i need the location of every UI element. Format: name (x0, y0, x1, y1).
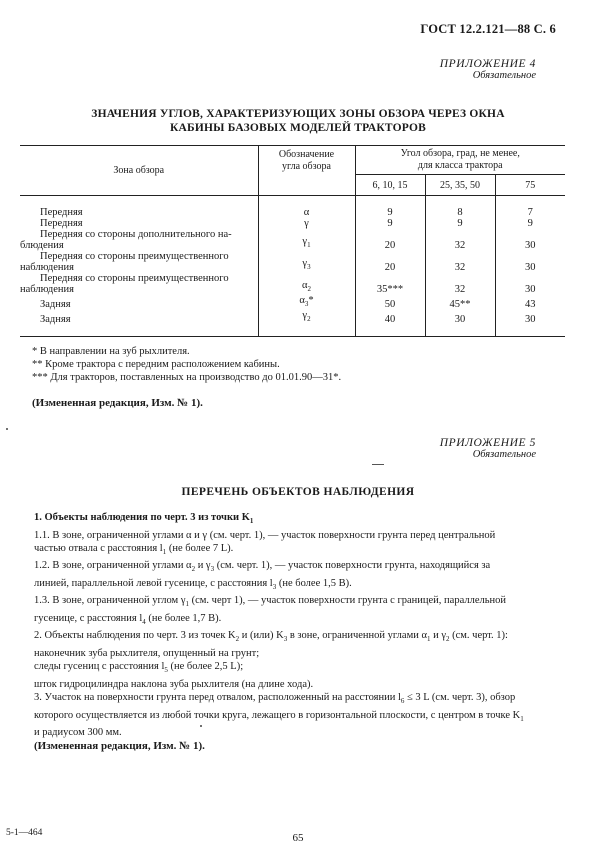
symbol-cell (258, 251, 355, 273)
header-symbol-line-2: угла обзора (282, 161, 331, 172)
p13-text-b: (см. черт 1), — участок поверхности грунта с границей, параллельной (188, 595, 506, 607)
value-cell: 32 (425, 273, 495, 295)
symbol-text: α (303, 207, 310, 218)
table-row (20, 310, 565, 325)
table-row (20, 207, 565, 218)
speck-dot (200, 725, 202, 727)
annex-5-status: Обязательное (472, 449, 536, 460)
symbol-text: γ (304, 218, 309, 229)
symbol-cell (258, 310, 355, 325)
symbol-cell (258, 229, 355, 251)
p13-text-d: (не более 1,7 В). (145, 612, 222, 624)
symbol-cell (258, 273, 355, 295)
p2-sub-b: 3 (283, 635, 288, 644)
p11-text-b: частью отвала с расстояния l (34, 542, 163, 554)
p11-text-a: 1.1. В зоне, ограниченной углами α и γ (см. черт. 1), — участок поверхности грунта перед центральной (34, 529, 496, 541)
symbol-text: γ (302, 235, 308, 247)
zone-cell: Передняя (40, 218, 83, 229)
p12-sub-b: 3 (210, 565, 215, 574)
header-class-2: 25, 35, 50 (425, 175, 495, 196)
value-cell: 32 (425, 229, 495, 251)
zone-line-2: наблюдения (20, 262, 74, 273)
edit-note-1: (Измененная редакция, Изм. № 1). (32, 397, 203, 409)
value-cell: 9 (495, 218, 565, 229)
p12-sub-a: 2 (191, 565, 196, 574)
annex-4-title (40, 107, 556, 135)
print-code: 5-1—464 (6, 828, 43, 838)
p2-text-c: в зоне, ограниченной углами α (287, 630, 427, 642)
p3-sub-a: 6 (400, 697, 405, 706)
header-class-3: 75 (495, 175, 565, 196)
zone-line-1: Передняя со стороны преимущественного (40, 251, 229, 262)
value-cell: 20 (355, 251, 425, 273)
p3-text-a: 3. Участок на поверхности грунта перед отвалом, расположенный на расстоянии l (34, 692, 401, 704)
symbol-sub: 2 (307, 285, 311, 293)
page-number: 65 (292, 832, 304, 844)
zone-cell: Задняя (40, 314, 71, 326)
symbol-cell (258, 295, 355, 310)
annex-4-status: Обязательное (472, 70, 536, 81)
p13-text-c: гусенице, с расстояния l (34, 612, 143, 624)
note-3: *** Для тракторов, поставленных на производство до 01.01.90—31*. (32, 372, 342, 383)
value-cell: 20 (355, 229, 425, 251)
zone-line-1: Передняя со стороны преимущественного (40, 273, 229, 284)
value-cell: 30 (495, 310, 565, 325)
table-row (20, 273, 565, 295)
section-1-heading-sub: 1 (249, 517, 254, 526)
p13-sub-a: 1 (185, 600, 189, 609)
value-cell: 9 (355, 218, 425, 229)
zone-cell: Задняя (40, 299, 71, 311)
p12-text-c: (см. черт. 1), — участок поверхности грунта, находящийся за (214, 560, 491, 572)
p11-text-c: (не более 7 L). (166, 542, 234, 554)
annex-5-label: ПРИЛОЖЕНИЕ 5 (439, 437, 536, 449)
value-cell: 9 (425, 218, 495, 229)
paragraph-3 (34, 691, 564, 739)
header-zone: Зона обзора (20, 146, 258, 196)
zone-cell (20, 229, 258, 251)
header-symbol-line-1: Обозначение (278, 149, 335, 160)
p2-sub-d: 2 (446, 635, 450, 644)
note-2: ** Кроме трактора с передним расположением кабины. (32, 359, 280, 370)
symbol-text: α (299, 295, 305, 306)
p3-text-d: и радиусом 300 мм. (34, 727, 122, 739)
p2-l2-text-a: следы гусениц с расстояния l (34, 661, 165, 673)
annex-5-body (34, 511, 564, 753)
value-cell: 7 (495, 207, 565, 218)
paragraph-2-item-1: наконечник зуба рыхлителя, опущенный на грунт; (34, 647, 260, 659)
zone-line-2: блюдения (20, 240, 64, 251)
p13-text-a: 1.3. В зоне, ограниченной углом γ (34, 595, 186, 607)
speck-dash (372, 464, 384, 465)
annex-4-block (440, 58, 536, 81)
value-cell: 9 (355, 207, 425, 218)
annex-4-title-line-1: ЗНАЧЕНИЯ УГЛОВ, ХАРАКТЕРИЗУЮЩИХ ЗОНЫ ОБЗОРА ЧЕРЕЗ ОКНА (91, 108, 505, 120)
p2-text-e: (см. черт. 1): (449, 630, 508, 642)
symbol-text: γ (302, 310, 308, 322)
symbol-text: γ (302, 257, 308, 269)
paragraph-1-3 (34, 594, 564, 629)
value-cell: 40 (355, 310, 425, 325)
value-cell: 30 (425, 310, 495, 325)
value-cell: 30 (495, 229, 565, 251)
header-angle-line-2: для класса трактора (417, 160, 503, 171)
value-cell: 8 (425, 207, 495, 218)
symbol-sub: 3 (307, 263, 311, 271)
value-cell: 30 (495, 273, 565, 295)
symbol-cell (258, 218, 355, 229)
paragraph-2 (34, 629, 564, 647)
symbol-cell (258, 207, 355, 218)
p12-text-e: (не более 1,5 В). (276, 577, 352, 589)
section-1-heading-text: 1. Объекты наблюдения по черт. 3 из точки K (34, 512, 250, 523)
header-angle-line-1: Угол обзора, град, не менее, (400, 148, 520, 159)
value-cell: 43 (495, 295, 565, 310)
p12-text-b: и γ (195, 560, 211, 572)
zone-cell: Передняя (40, 207, 83, 218)
p12-text-a: 1.2. В зоне, ограниченной углами α (34, 560, 192, 572)
value-cell: 30 (495, 251, 565, 273)
table-row (20, 251, 565, 273)
symbol-sub: 2 (307, 315, 311, 324)
value-cell: 32 (425, 251, 495, 273)
paragraph-1-2 (34, 559, 564, 594)
symbol-text: α (301, 279, 308, 291)
zone-cell (20, 251, 258, 273)
edit-note-2: (Измененная редакция, Изм. № 1). (34, 739, 205, 752)
paragraph-2-item-2 (34, 660, 564, 678)
table-row (20, 218, 565, 229)
p2-text-a: 2. Объекты наблюдения по черт. 3 из точек K (34, 630, 236, 642)
p12-text-d: линией, параллельной левой гусенице, с расстояния l (34, 577, 273, 589)
angles-table (20, 145, 565, 337)
header-class-1: 6, 10, 15 (355, 175, 425, 196)
p3-text-b: ≤ 3 L (см. черт. 3), обзор (404, 692, 516, 704)
annex-4-label: ПРИЛОЖЕНИЕ 4 (439, 58, 536, 70)
value-cell: 45** (425, 295, 495, 310)
p2-sub-c: 1 (426, 635, 431, 644)
table-notes (32, 345, 341, 384)
symbol-suffix: * (308, 295, 314, 306)
symbol-sub: 1 (307, 241, 311, 249)
speck-dot (6, 428, 8, 430)
zone-line-1: Передняя со стороны дополнительного на- (40, 229, 232, 240)
annex-4-title-line-2: КАБИНЫ БАЗОВЫХ МОДЕЛЕЙ ТРАКТОРОВ (170, 122, 426, 134)
p13-sub-c: 4 (142, 618, 146, 626)
p3-text-c: которого осуществляется из любой точки круга, лежащего в горизонтальной плоскости, с центром в точке K (34, 709, 521, 721)
zone-line-2: наблюдения (20, 284, 74, 295)
p3-sub-c: 1 (520, 714, 524, 723)
p2-text-d: и γ (430, 630, 446, 642)
document-header: ГОСТ 12.2.121—88 С. 6 (420, 22, 556, 36)
header-symbol (258, 146, 355, 196)
table-row (20, 295, 565, 310)
symbol-sub: 3 (304, 300, 309, 309)
p12-sub-d: 3 (272, 583, 277, 591)
table-row (20, 229, 565, 251)
paragraph-2-item-3: шток гидроцилиндра наклона зуба рыхлителя (на длине хода). (34, 678, 314, 690)
header-angle (355, 146, 565, 175)
annex-5-title: ПЕРЕЧЕНЬ ОБЪЕКТОВ НАБЛЮДЕНИЯ (181, 486, 415, 498)
p2-l2-sub: 5 (164, 666, 168, 675)
p2-l2-text-b: (не более 2,5 L); (167, 661, 244, 673)
zone-cell (20, 273, 258, 295)
value-cell: 50 (355, 295, 425, 310)
note-1: * В направлении на зуб рыхлителя. (32, 346, 190, 357)
p2-text-b: и (или) K (239, 630, 284, 642)
p11-sub: 1 (162, 548, 167, 556)
section-1-heading (34, 511, 564, 529)
p2-sub-a: 2 (235, 635, 240, 644)
paragraph-1-1 (34, 529, 564, 560)
annex-5-block (440, 437, 536, 460)
value-cell: 35*** (355, 273, 425, 295)
